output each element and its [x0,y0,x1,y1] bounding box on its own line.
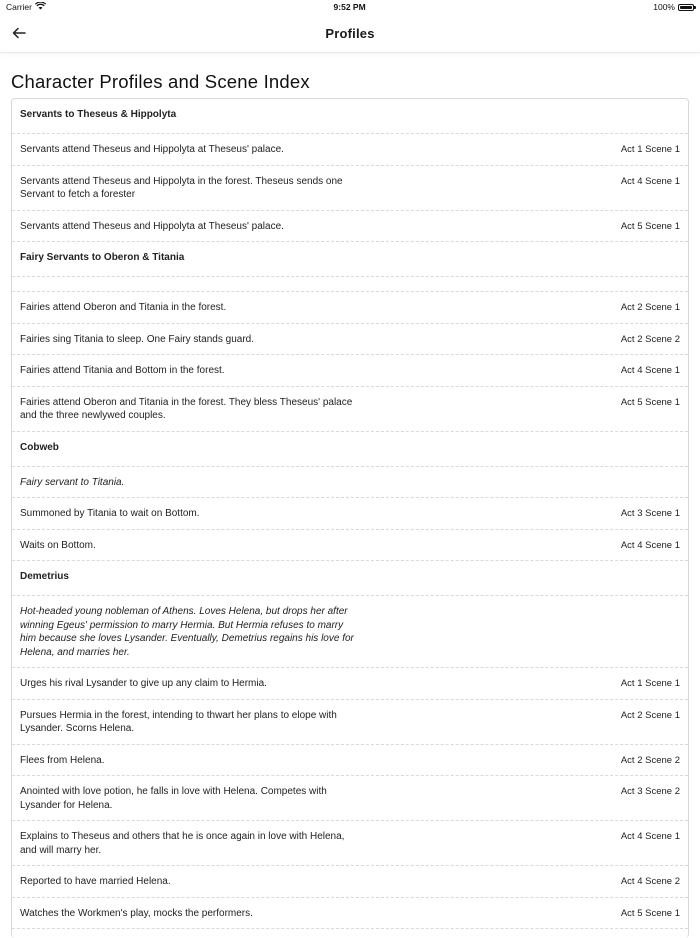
empty-row [12,277,688,292]
battery-icon [678,4,694,11]
row-text: Explains to Theseus and others that he is once again in love with Helena, and will marry her. [20,831,345,856]
wifi-icon [35,2,46,12]
scene-reference: Act 5 Scene 1 [620,907,680,919]
scene-row[interactable] [12,821,688,866]
carrier-label: Carrier [6,2,32,12]
scene-row[interactable] [12,745,688,777]
scene-reference: Act 3 Scene 2 [620,786,680,797]
status-time: 9:52 PM [333,2,366,12]
row-text: Reported to have married Helena. [20,876,171,887]
scene-row[interactable] [12,530,688,562]
row-text: Summoned by Titania to wait on Bottom. [20,508,200,519]
section-header [12,242,688,277]
scene-row[interactable] [12,387,688,432]
row-text: Servants attend Theseus and Hippolyta at Theseus' palace. [20,220,284,232]
row-text: Pursues Hermia in the forest, intending to thwart her plans to elope with Lysander. Scorns Helena. [20,709,337,734]
row-text: Fairies attend Titania and Bottom in the forest. [20,365,225,376]
row-text: Waits on Bottom. [20,539,96,551]
status-left [6,2,46,12]
scene-row[interactable] [12,776,688,821]
row-text: Fairies sing Titania to sleep. One Fairy stands guard. [20,333,255,345]
scene-row[interactable] [12,898,688,930]
page-title: Character Profiles and Scene Index [11,71,310,92]
scene-row[interactable] [12,292,688,324]
row-text: Demetrius [20,571,69,582]
scene-reference: Act 4 Scene 1 [620,831,680,842]
status-bar [0,0,700,14]
scene-reference: Act 2 Scene 1 [620,709,680,721]
scene-reference: Act 2 Scene 2 [620,754,680,766]
scene-row[interactable] [12,324,688,356]
row-text: Servants attend Theseus and Hippolyta in the forest. Theseus sends one Servant to fetch a forester [20,175,343,200]
back-button[interactable] [8,22,30,44]
row-text: Flees from Helena. [20,754,105,766]
scene-row[interactable] [12,700,688,745]
scene-row[interactable] [12,866,688,898]
character-description [12,467,688,499]
scene-row[interactable] [12,355,688,387]
scene-reference: Act 4 Scene 1 [620,539,680,551]
scene-row[interactable] [12,166,688,211]
scene-row[interactable] [12,211,688,243]
profiles-list [11,98,689,938]
scene-reference: Act 1 Scene 1 [620,678,680,689]
scene-reference: Act 4 Scene 1 [620,175,680,187]
row-text: Anointed with love potion, he falls in love with Helena. Competes with Lysander for Helena. [20,786,327,811]
section-header [12,432,688,467]
scene-reference: Act 3 Scene 1 [620,508,680,519]
row-text: Servants to Theseus & Hippolyta [20,109,177,120]
section-header [12,561,688,596]
character-description [12,596,688,668]
navigation-bar [0,14,700,53]
battery-percent: 100% [653,2,675,12]
scene-reference: Act 5 Scene 1 [620,220,680,232]
scene-reference: Act 4 Scene 1 [620,365,680,376]
arrow-left-icon [12,27,26,39]
row-text: Servants attend Theseus and Hippolyta at Theseus' palace. [20,144,284,155]
status-right [653,2,694,12]
row-text: Cobweb [20,441,59,453]
scene-row[interactable] [12,134,688,166]
scene-reference: Act 2 Scene 2 [620,333,680,345]
row-text: Urges his rival Lysander to give up any claim to Hermia. [20,678,267,689]
scene-reference: Act 2 Scene 1 [620,302,680,313]
row-text: Fairies attend Oberon and Titania in the forest. They bless Theseus' palace and the three newlywed couples. [20,396,353,421]
section-header [12,99,688,134]
scene-row[interactable] [12,498,688,530]
scene-reference: Act 4 Scene 2 [620,876,680,887]
row-text: Fairies attend Oberon and Titania in the forest. [20,302,227,313]
scene-reference: Act 1 Scene 1 [620,144,680,155]
row-text: Watches the Workmen's play, mocks the performers. [20,907,253,919]
nav-title: Profiles [325,25,375,41]
row-text: Fairy servant to Titania. [20,476,125,488]
row-text: Hot-headed young nobleman of Athens. Loves Helena, but drops her after winning Egeus' permission to marry Hermia. But Hermia refuses to marry him because she loves Lysander. Eventually, Demetrius regains his love for Helena, and marries her. [20,606,354,658]
scene-reference: Act 5 Scene 1 [620,396,680,408]
row-text: Fairy Servants to Oberon & Titania [20,252,185,263]
scene-row[interactable] [12,668,688,700]
